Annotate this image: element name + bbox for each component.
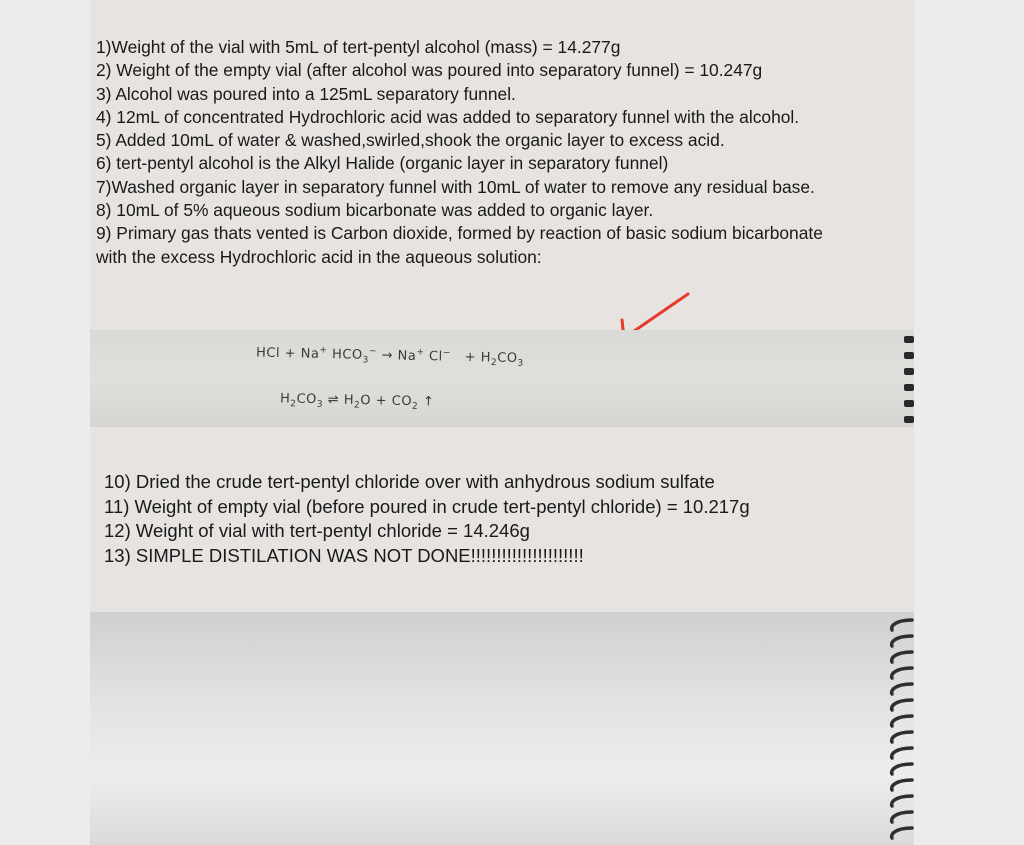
step-12: 12) Weight of vial with tert-pentyl chloride = 14.246g [104,520,530,541]
notebook-spiral-icon [902,330,914,427]
step-10: 10) Dried the crude tert-pentyl chloride over with anhydrous sodium sulfate [104,471,715,492]
notes-bottom [104,470,904,568]
step-2: 2) Weight of the empty vial (after alcohol was poured into separatory funnel) = 10.247g [96,60,763,81]
notebook-spiral-icon [884,612,914,845]
equation-2: $H_2CO_3$ ⇌ $H_2O + CO_2$ ↑ [279,391,435,412]
step-3: 3) Alcohol was poured into a 125mL separatory funnel. [96,83,516,104]
step-6: 6) tert-pentyl alcohol is the Alkyl Halide (organic layer in separatory funnel) [96,153,669,174]
step-5: 5) Added 10mL of water & washed,swirled,shook the organic layer to excess acid. [96,130,725,151]
step-7: 7)Washed organic layer in separatory funnel with 10mL of water to remove any residual base. [96,176,815,197]
step-8: 8) 10mL of 5% aqueous sodium bicarbonate was added to organic layer. [96,200,654,221]
step-4: 4) 12mL of concentrated Hydrochloric acid was added to separatory funnel with the alcohol. [96,106,800,127]
equation-1: HCl + Na+ $HCO_3^- \to Na^+$ Cl− + $H_2CO_3$ [255,345,524,369]
handwritten-equations-photo [90,330,914,427]
blank-notebook-photo [90,612,914,845]
step-9: 9) Primary gas thats vented is Carbon dioxide, formed by reaction of basic sodium bicarbonate with the excess Hydrochloric acid in the aqueous solution: [96,223,823,267]
step-13: 13) SIMPLE DISTILATION WAS NOT DONE!!!!!!!!!!!!!!!!!!!!!! [104,544,584,566]
step-11: 11) Weight of empty vial (before poured in crude tert-pentyl chloride) = 10.217g [104,495,750,517]
document-page [90,0,914,845]
step-1: 1)Weight of the vial with 5mL of tert-pentyl alcohol (mass) = 14.277g [96,37,621,57]
notes-top [96,36,912,269]
